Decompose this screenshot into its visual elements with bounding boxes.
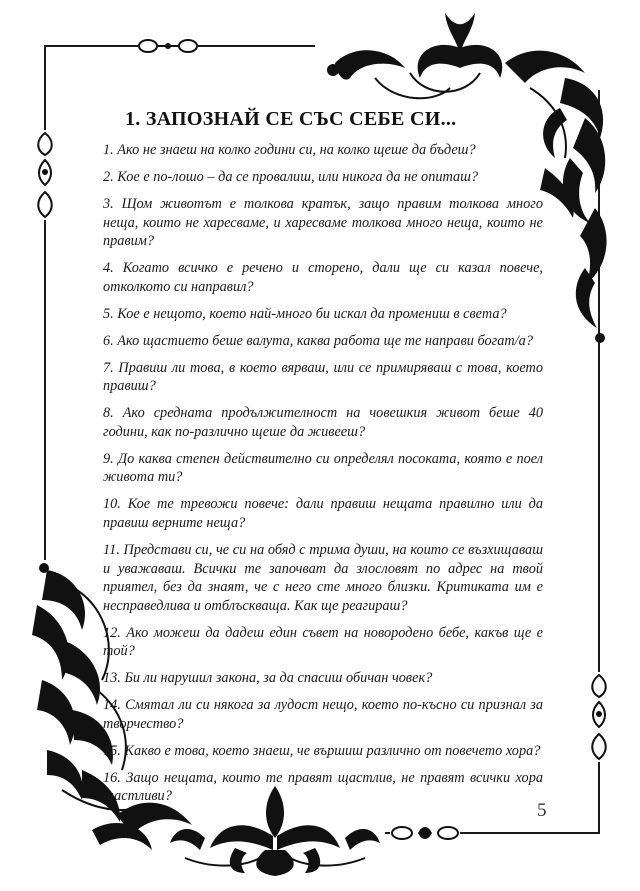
question-item: 3. Щом животът е толкова кратък, защо правим толкова много неща, които не харесваме, и харесваме толкова много неща, които не правим? <box>103 195 543 250</box>
question-item: 4. Когато всичко е речено и сторено, дали ще си казал повече, отколкото си направил? <box>103 260 543 295</box>
question-item: 9. До каква степен действително си определял посоката, която е поел живота ти? <box>103 450 543 486</box>
question-item: 15. Какво е това, което знаеш, че вършиш различно от повечето хора? <box>103 742 541 759</box>
bottom-right-ornament-icon <box>390 822 460 844</box>
question-item: 12. Ако можеш да дадеш един съвет на новородено бебе, какъв ще е той? <box>103 624 543 660</box>
top-small-ornament-icon <box>138 36 198 56</box>
question-item: 14. Смятал ли си някога за лудост нещо, което по-късно си признал за творчество? <box>103 697 543 732</box>
question-item: 13. Би ли нарушил закона, за да спасиш обичан човек? <box>103 670 433 687</box>
right-bottom-ornament-icon <box>588 672 610 762</box>
left-top-ornament-icon <box>34 130 56 220</box>
question-item: 2. Кое е по-лошо – да се провалиш, или никога да не опиташ? <box>103 168 479 185</box>
question-item: 11. Представи си, че си на обяд с трима души, на които се възхищаваш и уважаваш. Всички те започват да злословят по адрес на твой приятел, без да знаят, че с него сте много близки. Критиката им е несправедлива и отблъскваща. Как ще реагираш? <box>103 542 543 614</box>
question-item: 8. Ако средната продължителност на човешкия живот беше 40 години, как по-различно щеше да живееш? <box>103 405 543 440</box>
section-heading: 1. ЗАПОЗНАЙ СЕ СЪС СЕБЕ СИ... <box>125 108 457 130</box>
question-item: 7. Правиш ли това, в което вярваш, или се примиряваш с това, което правиш? <box>103 359 543 395</box>
question-item: 1. Ако не знаеш на колко години си, на колко щеше да бъдеш? <box>103 142 476 158</box>
question-item: 6. Ако щастието беше валута, каква работа ще те направи богат/а? <box>103 332 533 349</box>
question-item: 10. Кое те тревожи повече: дали правиш нещата правилно или да правиш верните неща? <box>103 496 543 532</box>
page-number: 5 <box>537 800 547 821</box>
questions-list <box>103 141 543 806</box>
question-item: 16. Защо нещата, които те правят щастлив, не правят всички хора щастливи? <box>103 769 543 805</box>
main-content <box>103 108 543 814</box>
question-item: 5. Кое е нещото, което най-много би искал да промениш в света? <box>103 305 507 322</box>
